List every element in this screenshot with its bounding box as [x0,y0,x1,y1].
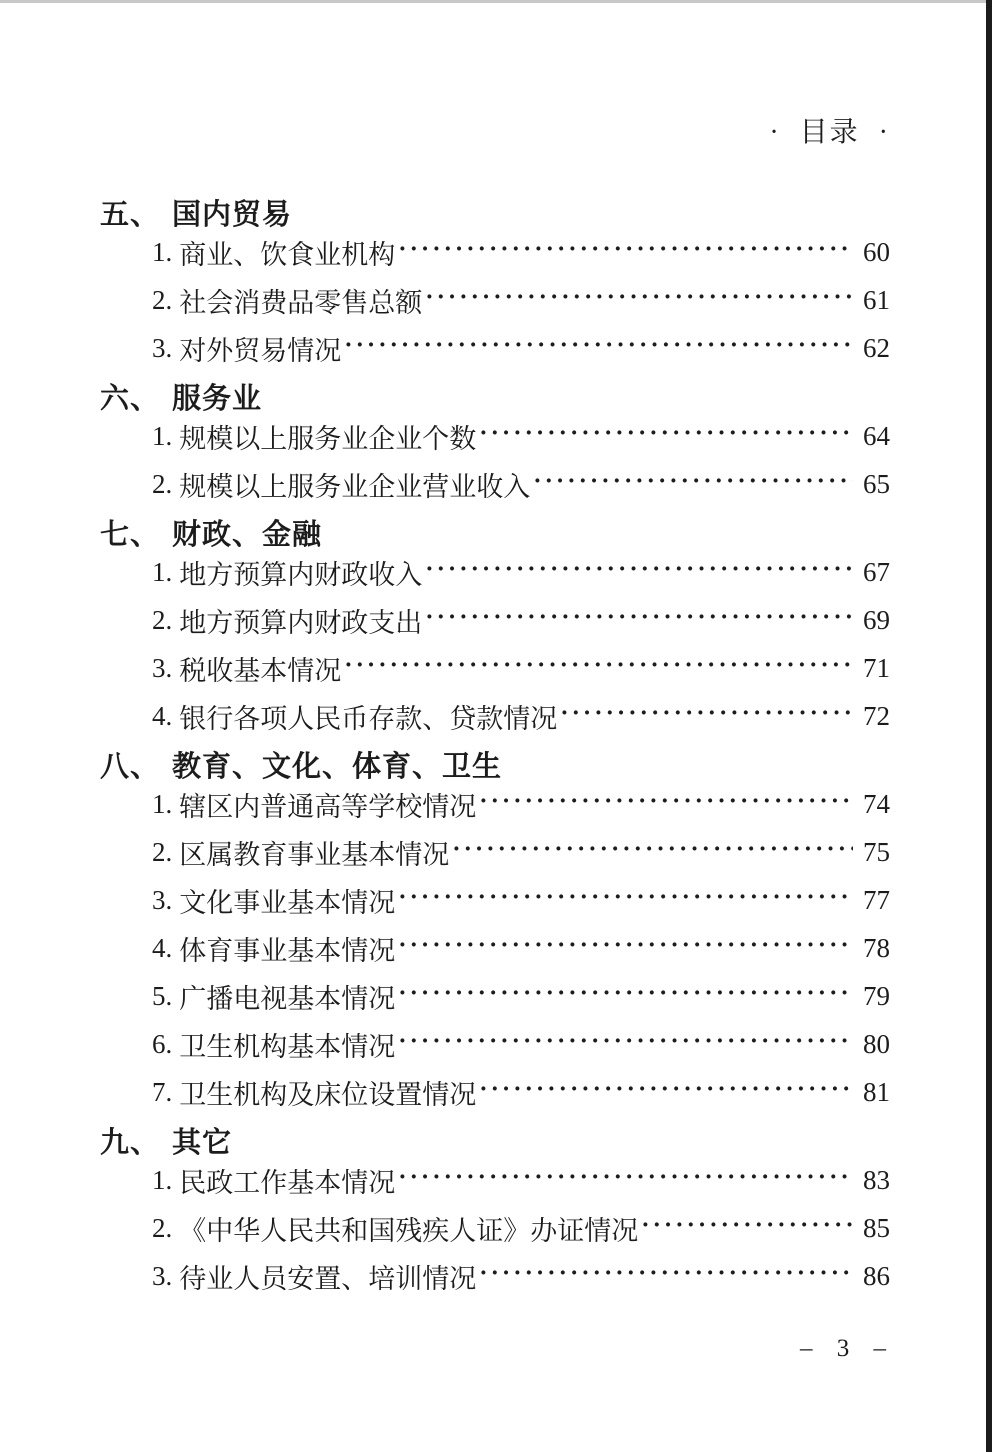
dot-leader [398,1164,853,1192]
entry-title: 规模以上服务业企业个数 [179,423,477,454]
entry-page-number: 85 [863,1212,890,1243]
entry-title: 区属教育事业基本情况 [179,839,450,870]
entry-page-number: 65 [863,468,890,499]
toc-entry [100,876,890,924]
toc-entry [100,924,890,972]
page-number-footer: – 3 – [800,1335,888,1362]
entry-number: 3. [152,884,173,915]
section-number-label: 八、 [100,750,161,783]
entry-page-number: 83 [863,1164,890,1195]
entry-title: 卫生机构及床位设置情况 [179,1079,477,1110]
dot-leader [641,1212,853,1240]
toc-entry [100,1020,890,1068]
section-title: 国内贸易 [172,198,293,231]
entry-number: 3. [152,652,173,683]
entry-title: 民政工作基本情况 [179,1167,396,1198]
entry-page-number: 69 [863,604,890,635]
section-title: 服务业 [172,382,263,415]
dot-leader [560,700,853,728]
toc-entry [100,692,890,740]
dot-leader [344,652,853,680]
dot-leader [344,332,853,360]
entry-page-number: 64 [863,420,890,451]
entry-page-number: 75 [863,836,890,867]
dot-leader [425,604,853,632]
toc-entry [100,1068,890,1116]
entry-page-number: 61 [863,284,890,315]
entry-title: 地方预算内财政收入 [179,559,423,590]
entry-title: 广播电视基本情况 [179,983,396,1014]
scan-edge-right [986,0,992,1452]
entry-title: 商业、饮食业机构 [179,239,396,270]
entry-page-number: 67 [863,556,890,587]
entry-page-number: 77 [863,884,890,915]
section-title: 其它 [172,1126,233,1159]
toc-section-header [100,748,890,783]
toc-entry [100,324,890,372]
entry-number: 2. [152,836,173,867]
dot-leader [479,1260,853,1288]
toc-entry [100,596,890,644]
dot-leader [425,556,853,584]
entry-number: 2. [152,604,173,635]
entry-number: 1. [152,556,173,587]
entry-number: 4. [152,700,173,731]
dot-leader [479,420,853,448]
entry-number: 3. [152,332,173,363]
toc-entry [100,412,890,460]
entry-page-number: 71 [863,652,890,683]
toc-entry [100,780,890,828]
toc-entry [100,228,890,276]
section-number-label: 六、 [100,382,161,415]
entry-number: 5. [152,980,173,1011]
dot-leader [425,284,853,312]
dot-leader [479,788,853,816]
entry-number: 1. [152,236,173,267]
entry-page-number: 81 [863,1076,890,1107]
dot-leader [533,468,853,496]
dot-leader [398,236,853,264]
entry-title: 体育事业基本情况 [179,935,396,966]
entry-number: 6. [152,1028,173,1059]
toc-entry [100,644,890,692]
entry-number: 2. [152,1212,173,1243]
entry-number: 1. [152,1164,173,1195]
toc-section-header [100,1124,890,1159]
entry-title: 文化事业基本情况 [179,887,396,918]
dot-leader [398,884,853,912]
entry-page-number: 80 [863,1028,890,1059]
entry-page-number: 60 [863,236,890,267]
dot-leader [398,980,853,1008]
toc-entry [100,972,890,1020]
entry-number: 7. [152,1076,173,1107]
toc-section-header [100,516,890,551]
section-number-label: 五、 [100,198,161,231]
toc-entry [100,1156,890,1204]
section-title: 财政、金融 [172,518,323,551]
entry-page-number: 79 [863,980,890,1011]
entry-title: 银行各项人民币存款、贷款情况 [179,703,558,734]
entry-number: 3. [152,1260,173,1291]
entry-page-number: 86 [863,1260,890,1291]
entry-number: 1. [152,788,173,819]
section-number-label: 九、 [100,1126,161,1159]
toc-entry [100,276,890,324]
section-number-label: 七、 [100,518,161,551]
page-title: · 目录 · [769,117,890,148]
entry-number: 4. [152,932,173,963]
dot-leader [398,932,853,960]
entry-page-number: 74 [863,788,890,819]
entry-title: 社会消费品零售总额 [179,287,423,318]
entry-title: 对外贸易情况 [179,335,342,366]
toc-entry [100,1252,890,1300]
toc-entry [100,1204,890,1252]
toc-list [100,196,890,1300]
entry-title: 待业人员安置、培训情况 [179,1263,477,1294]
entry-page-number: 62 [863,332,890,363]
toc-section-header [100,380,890,415]
toc-entry [100,548,890,596]
toc-entry [100,460,890,508]
entry-title: 税收基本情况 [179,655,342,686]
entry-number: 2. [152,468,173,499]
scan-edge-top [0,0,992,3]
entry-title: 辖区内普通高等学校情况 [179,791,477,822]
toc-section-header [100,196,890,231]
dot-leader [398,1028,853,1056]
entry-title: 规模以上服务业企业营业收入 [179,471,531,502]
entry-title: 《中华人民共和国残疾人证》办证情况 [179,1215,639,1246]
entry-number: 1. [152,420,173,451]
dot-leader [452,836,853,864]
dot-leader [479,1076,853,1104]
entry-page-number: 78 [863,932,890,963]
section-title: 教育、文化、体育、卫生 [172,750,503,783]
entry-title: 地方预算内财政支出 [179,607,423,638]
entry-page-number: 72 [863,700,890,731]
entry-number: 2. [152,284,173,315]
entry-title: 卫生机构基本情况 [179,1031,396,1062]
toc-entry [100,828,890,876]
